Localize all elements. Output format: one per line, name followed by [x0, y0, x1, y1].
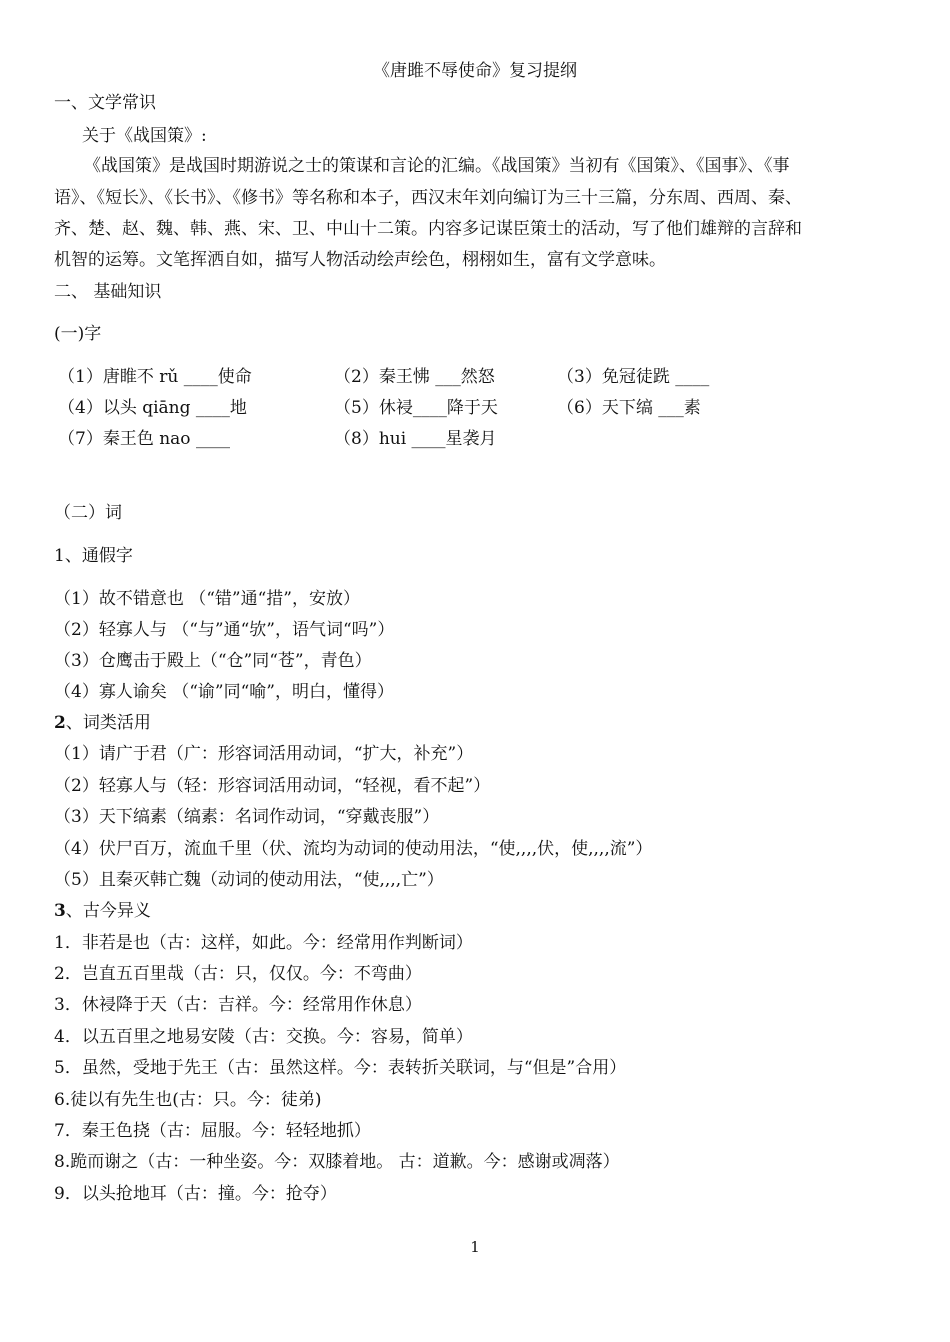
character-item: （6）天下缟 ___素 [557, 398, 701, 418]
list-item: （3）天下缟素（缟素：名词作动词，“穿戴丧服”） [54, 807, 440, 827]
character-item: （1）唐睢不 rǔ ____使命 [58, 367, 252, 387]
paragraph-line: 齐、楚、赵、魏、韩、燕、宋、卫、中山十二策。内容多记谋臣策士的活动，写了他们雄辩的言辞和 [54, 219, 802, 239]
subheading-huoyong [54, 712, 151, 734]
list-item: （2）轻寡人与 （“与”通“欤”，语气词“吗”） [54, 620, 395, 640]
list-item: 8.跪而谢之（古：一种坐姿。今：双膝着地。 古：道歉。今：感谢或凋落） [54, 1152, 620, 1172]
character-row [0, 397, 950, 419]
list-item: （2）轻寡人与（轻：形容词活用动词，“轻视，看不起”） [54, 776, 491, 796]
list-item: （1）请广于君（广：形容词活用动词，“扩大，补充”） [54, 744, 474, 764]
heading-number: 3 [54, 901, 66, 921]
character-item: （5）休祲____降于天 [334, 398, 498, 418]
subheading-characters: (一)字 [54, 324, 102, 344]
character-item: （8）hui ____星袭月 [334, 429, 497, 449]
list-item: 9．以头抢地耳（古：撞。今：抢夺） [54, 1184, 337, 1204]
heading-number: 2 [54, 713, 66, 733]
heading-text: 、词类活用 [65, 713, 151, 733]
page-number: 1 [470, 1238, 480, 1256]
character-item: （3）免冠徒跣 ____ [557, 367, 710, 387]
paragraph-line: 机智的运筹。文笔挥洒自如，描写人物活动绘声绘色，栩栩如生，富有文学意味。 [54, 250, 666, 270]
list-item: （5）且秦灭韩亡魏（动词的使动用法，“使,,,,亡”） [54, 870, 444, 890]
character-row [0, 366, 950, 388]
character-row [0, 428, 950, 450]
list-item: 5．虽然，受地于先王（古：虽然这样。今：表转折关联词，与“但是”合用） [54, 1058, 627, 1078]
subheading-gujin [54, 900, 151, 922]
list-item: 4．以五百里之地易安陵（古：交换。今：容易，简单） [54, 1027, 473, 1047]
character-item: （2）秦王怫 ___然怒 [334, 367, 495, 387]
character-item: （7）秦王色 nao ____ [58, 429, 230, 449]
section-heading-literature: 一、文学常识 [54, 93, 156, 113]
subheading-zhanguoce: 关于《战国策》: [82, 126, 207, 146]
list-item: 3．休祲降于天（古：吉祥。今：经常用作休息） [54, 995, 422, 1015]
list-item: （4）寡人谕矣 （“谕”同“喻”，明白，懂得） [54, 682, 394, 702]
subheading-tongjiazi: 1、通假字 [54, 546, 133, 566]
section-heading-basics: 二、 基础知识 [54, 282, 162, 302]
list-item: （3）仓鹰击于殿上（“仓”同“苍”，青色） [54, 651, 372, 671]
list-item: （4）伏尸百万，流血千里（伏、流均为动词的使动用法，“使,,,,伏，使,,,,流”） [54, 839, 653, 859]
list-item: 6.徒以有先生也(古：只。今：徒弟) [54, 1090, 322, 1110]
list-item: 7．秦王色挠（古：屈服。今：轻轻地抓） [54, 1121, 371, 1141]
paragraph-line: 语》、《短长》、《长书》、《修书》等名称和本子，西汉末年刘向编订为三十三篇，分东周、西周、秦、 [54, 188, 802, 208]
list-item: （1）故不错意也 （“错”通“措”，安放） [54, 589, 360, 609]
heading-text: 、古今异义 [65, 901, 151, 921]
list-item: 1．非若是也（古：这样，如此。今：经常用作判断词） [54, 933, 473, 953]
character-item: （4）以头 qiāng ____地 [58, 398, 247, 418]
document-title: 《唐雎不辱使命》复习提纲 [373, 61, 577, 81]
paragraph-line: 《战国策》是战国时期游说之士的策谋和言论的汇编。《战国策》当初有《国策》、《国事》、《事 [84, 156, 790, 176]
subheading-words: （二）词 [54, 503, 122, 523]
list-item: 2．岂直五百里哉（古：只，仅仅。今：不弯曲） [54, 964, 422, 984]
